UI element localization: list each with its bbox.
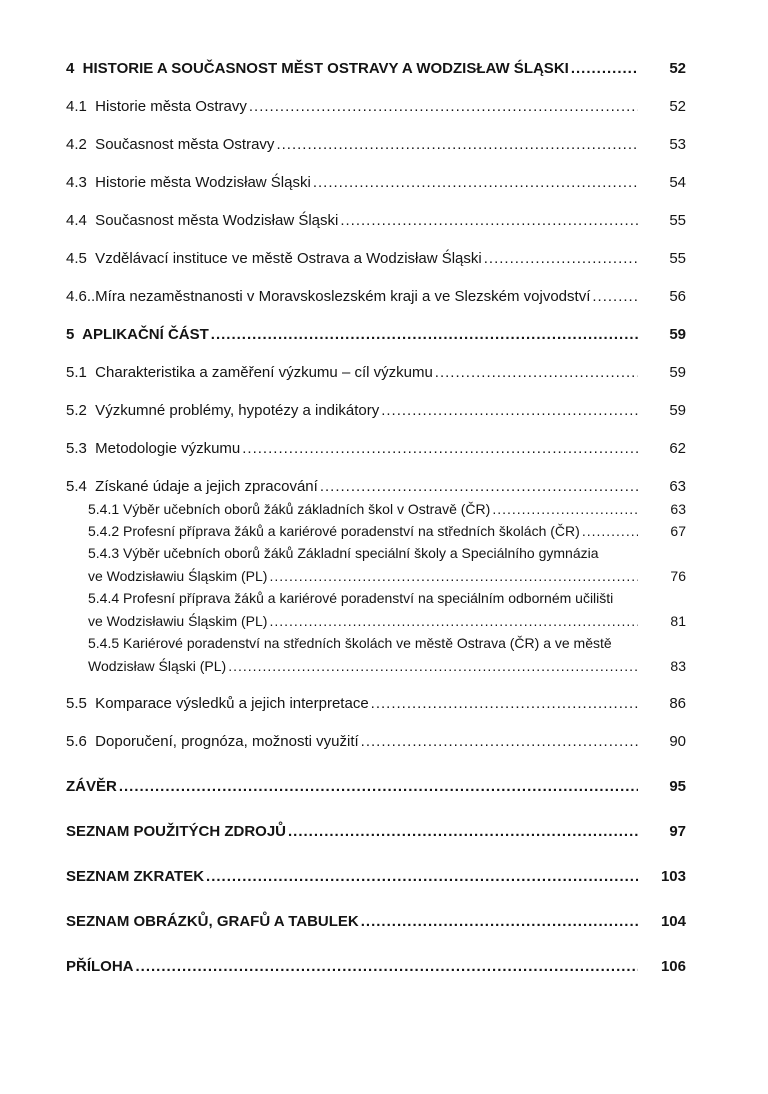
- toc-entry-row: [66, 440, 686, 458]
- toc-entry: [66, 402, 686, 420]
- dot-leader: [249, 98, 638, 116]
- page-number: 53: [669, 136, 686, 153]
- toc-entry-label: 4.5 Vzdělávací instituce ve městě Ostrava a Wodzisław Śląski: [66, 250, 482, 267]
- dot-leader: [242, 440, 638, 458]
- dot-leader: [320, 478, 638, 496]
- toc-entry-row: [66, 364, 686, 382]
- dot-leader: [361, 733, 638, 751]
- toc-entry: [66, 589, 686, 630]
- page-number: 97: [669, 823, 686, 840]
- dot-leader: [269, 612, 638, 630]
- toc-entry-row: [66, 250, 686, 268]
- toc-entry-label: 5.4.4 Profesní příprava žáků a kariérové poradenství na speciálním odborném učilišti: [88, 590, 614, 606]
- toc-entry-label: 5.6 Doporučení, prognóza, možnosti využití: [66, 733, 359, 750]
- toc-entry: [66, 695, 686, 713]
- toc-entry-label: 5 APLIKAČNÍ ČÁST: [66, 326, 209, 343]
- toc-entry: [66, 212, 686, 230]
- dot-leader: [340, 212, 638, 230]
- dot-leader: [484, 250, 638, 268]
- toc-entry-row: [66, 136, 686, 154]
- toc-entry-label: SEZNAM OBRÁZKŮ, GRAFŮ A TABULEK: [66, 913, 359, 930]
- toc-entry-row: [88, 544, 686, 562]
- toc-entry-label: ve Wodzisławiu Śląskim (PL): [88, 568, 268, 584]
- toc-entry-row: [66, 402, 686, 420]
- toc-entry: [66, 478, 686, 496]
- dot-leader: [288, 823, 638, 841]
- toc-entry: [66, 778, 686, 796]
- page-number: 59: [669, 326, 686, 343]
- toc-entry-label: SEZNAM ZKRATEK: [66, 868, 205, 885]
- page-number: 63: [670, 501, 686, 517]
- dot-leader: [571, 60, 638, 78]
- dot-leader: [582, 522, 638, 540]
- toc-entry-row: [66, 212, 686, 230]
- page-number: 76: [670, 568, 686, 584]
- dot-leader: [361, 913, 638, 931]
- toc-entry-label: ZÁVĚR: [66, 778, 117, 795]
- toc-entry-label: 5.4.5 Kariérové poradenství na středních školách ve městě Ostrava (ČR) a ve městě: [88, 635, 612, 651]
- toc-entry: [66, 500, 686, 518]
- page-number: 95: [669, 778, 686, 795]
- dot-leader: [269, 567, 638, 585]
- dot-leader: [276, 136, 638, 154]
- toc-entry-label: 4.4 Současnost města Wodzisław Śląski: [66, 212, 339, 229]
- toc-entry: [66, 364, 686, 382]
- page-number: 52: [669, 60, 686, 77]
- dot-leader: [119, 778, 638, 796]
- toc-entry-label: 4 HISTORIE A SOUČASNOST MĚST OSTRAVY A WODZISŁAW ŚLĄSKI: [66, 60, 569, 77]
- toc-entry-row: [66, 478, 686, 496]
- toc-entry-row: [88, 567, 686, 585]
- toc-entry-label: 4.2 Současnost města Ostravy: [66, 136, 275, 153]
- toc-entry: [66, 60, 686, 78]
- toc-entry-label: 5.5 Komparace výsledků a jejich interpretace: [66, 695, 369, 712]
- toc-entry-label: PŘÍLOHA: [66, 958, 134, 975]
- toc-entry-row: [88, 500, 686, 518]
- toc-entry-label: 5.3 Metodologie výzkumu: [66, 440, 241, 457]
- page-number: 67: [670, 523, 686, 539]
- toc-entry: [66, 326, 686, 344]
- toc-entry-row: [88, 657, 686, 675]
- dot-leader: [136, 958, 639, 976]
- page-number: 104: [660, 913, 686, 930]
- page-number: 106: [660, 958, 686, 975]
- toc-entry-label: 4.3 Historie města Wodzisław Śląski: [66, 174, 311, 191]
- toc-entry-label: 5.1 Charakteristika a zaměření výzkumu – cíl výzkumu: [66, 364, 433, 381]
- toc-entry-row: [66, 60, 686, 78]
- page-number: 90: [669, 733, 686, 750]
- toc-entry-row: [66, 288, 686, 306]
- page-number: 59: [669, 364, 686, 381]
- toc-list: [66, 60, 686, 976]
- page-number: 55: [669, 250, 686, 267]
- page-number: 103: [660, 868, 686, 885]
- toc-entry-row: [66, 326, 686, 344]
- dot-leader: [592, 288, 638, 306]
- dot-leader: [211, 326, 638, 344]
- toc-entry: [66, 733, 686, 751]
- dot-leader: [313, 174, 638, 192]
- toc-entry-row: [66, 174, 686, 192]
- toc-entry-label: 5.2 Výzkumné problémy, hypotézy a indikátory: [66, 402, 380, 419]
- dot-leader: [228, 657, 638, 675]
- toc-entry-row: [88, 612, 686, 630]
- toc-entry: [66, 250, 686, 268]
- toc-entry-label: 4.6..Míra nezaměstnanosti v Moravskoslezském kraji a ve Slezském vojvodství: [66, 288, 591, 305]
- dot-leader: [435, 364, 638, 382]
- page-number: 63: [669, 478, 686, 495]
- toc-entry-label: 5.4.2 Profesní příprava žáků a kariérové poradenství na středních školách (ČR): [88, 523, 580, 539]
- toc-entry: [66, 98, 686, 116]
- toc-entry-label: Wodzisław Śląski (PL): [88, 658, 227, 674]
- dot-leader: [206, 868, 638, 886]
- toc-entry: [66, 174, 686, 192]
- toc-entry-label: 5.4.1 Výběr učebních oborů žáků základních škol v Ostravě (ČR): [88, 501, 491, 517]
- toc-entry-row: [66, 733, 686, 751]
- toc-entry: [66, 823, 686, 841]
- dot-leader: [371, 695, 638, 713]
- toc-entry: [66, 136, 686, 154]
- toc-entry-row: [66, 98, 686, 116]
- page-number: 54: [669, 174, 686, 191]
- toc-entry-row: [66, 695, 686, 713]
- page-number: 59: [669, 402, 686, 419]
- toc-entry-row: [66, 958, 686, 976]
- page-number: 55: [669, 212, 686, 229]
- toc-entry-label: 5.4 Získané údaje a jejich zpracování: [66, 478, 318, 495]
- toc-entry-row: [66, 823, 686, 841]
- toc-entry: [66, 522, 686, 540]
- toc-entry: [66, 634, 686, 675]
- toc-entry: [66, 440, 686, 458]
- toc-entry: [66, 544, 686, 585]
- page-number: 52: [669, 98, 686, 115]
- page-number: 56: [669, 288, 686, 305]
- toc-entry-row: [66, 778, 686, 796]
- toc-entry: [66, 913, 686, 931]
- toc-entry-label: ve Wodzisławiu Śląskim (PL): [88, 613, 268, 629]
- page-number: 81: [670, 613, 686, 629]
- toc-entry-label: 4.1 Historie města Ostravy: [66, 98, 247, 115]
- page-number: 62: [669, 440, 686, 457]
- dot-leader: [492, 500, 638, 518]
- toc-entry-row: [88, 589, 686, 607]
- toc-entry: [66, 958, 686, 976]
- page-number: 86: [669, 695, 686, 712]
- toc-entry-row: [66, 913, 686, 931]
- toc-entry: [66, 288, 686, 306]
- toc-entry-label: SEZNAM POUŽITÝCH ZDROJŮ: [66, 823, 287, 840]
- toc-entry-row: [66, 868, 686, 886]
- toc-entry-row: [88, 634, 686, 652]
- toc-entry: [66, 868, 686, 886]
- toc-entry-label: 5.4.3 Výběr učebních oborů žáků Základní speciální školy a Speciálního gymnázia: [88, 545, 599, 561]
- dot-leader: [381, 402, 638, 420]
- page-number: 83: [670, 658, 686, 674]
- toc-entry-row: [88, 522, 686, 540]
